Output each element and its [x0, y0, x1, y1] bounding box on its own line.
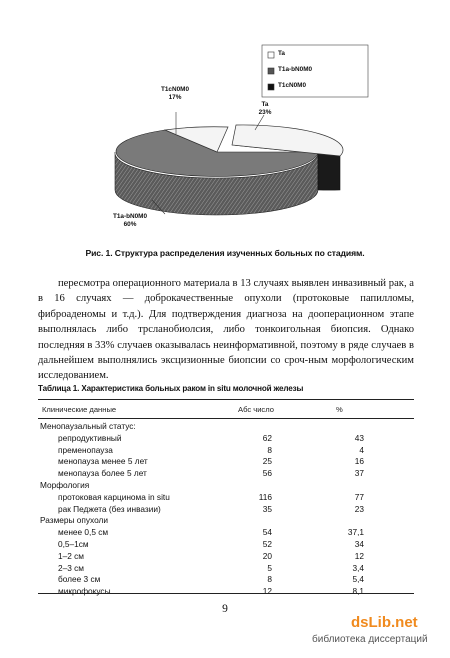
legend-label-t1ab: T1a-bN0M0	[278, 66, 313, 73]
page-number: 9	[222, 603, 228, 615]
table-cell-label: репродуктивный	[58, 432, 122, 443]
slice-label-t1ab	[90, 213, 170, 229]
table-header-label: Клинические данные	[42, 405, 117, 414]
table-cell-abs: 8	[267, 574, 272, 585]
table-cell-pct: 3,4	[352, 562, 364, 573]
table-cell-label: 2–3 см	[58, 562, 85, 573]
slice-label-t1ab-name: T1a-bN0M0	[112, 213, 148, 220]
table-cell-label: менопауза менее 5 лет	[58, 456, 148, 467]
table-cell-abs: 54	[262, 527, 272, 538]
table-cell-pct: 43	[354, 432, 364, 443]
table-cell-label: Размеры опухоли	[40, 515, 109, 526]
table-row	[0, 445, 450, 457]
table-cell-abs: 52	[262, 539, 272, 549]
table-cell-abs: 12	[262, 586, 272, 597]
table-cell-label: менопауза более 5 лет	[58, 468, 147, 479]
table-row	[0, 421, 450, 433]
table-cell-pct: 4	[359, 444, 364, 455]
table-row	[0, 433, 450, 445]
table-cell-abs: 25	[262, 456, 272, 467]
table-row	[0, 504, 450, 516]
table-cell-label: пременопауза	[58, 444, 113, 455]
table-caption: Таблица 1. Характеристика больных раком in situ молочной железы	[38, 384, 304, 393]
slice-label-ta-name: Ta	[261, 101, 269, 108]
table-cell-pct: 23	[354, 503, 364, 514]
table-cell-abs: 62	[262, 432, 272, 443]
slice-label-ta-pct: 23%	[258, 109, 272, 116]
table-row	[0, 456, 450, 468]
table-cell-abs: 8	[267, 444, 272, 455]
slice-label-t1ab-pct: 60%	[123, 221, 137, 228]
table-cell-label: рак Педжета (без инвазии)	[58, 503, 161, 514]
table-row	[0, 480, 450, 492]
table-header-pct: %	[336, 405, 343, 414]
table-cell-label: 0,5–1см	[58, 539, 89, 549]
slice-label-t1c-pct: 17%	[168, 94, 182, 101]
table-cell-abs: 20	[262, 550, 272, 561]
slice-label-ta	[248, 101, 282, 117]
table-cell-pct: 37,1	[347, 527, 364, 538]
table-cell-label: 1–2 см	[58, 550, 85, 561]
legend-label-ta: Ta	[278, 50, 285, 57]
table-row	[0, 492, 450, 504]
table-cell-abs: 56	[262, 468, 272, 479]
watermark-logo: dsLib.net	[351, 614, 418, 631]
table-cell-pct: 12	[354, 550, 364, 561]
table-cell-pct: 77	[354, 491, 364, 502]
table-row	[0, 468, 450, 480]
table-cell-abs: 116	[258, 491, 272, 502]
slice-label-t1c-name: T1cN0M0	[160, 86, 190, 93]
table-cell-label: более 3 см	[58, 574, 101, 585]
table-cell-label: микрофокусы	[58, 586, 111, 597]
table-cell-pct: 16	[354, 456, 364, 467]
table-cell-abs: 35	[262, 503, 272, 514]
pie-slice-ta-top	[232, 125, 343, 156]
table-row	[0, 563, 450, 575]
table-cell-pct: 34	[354, 539, 364, 549]
table-cell-pct: 8,1	[352, 586, 364, 597]
table-cell-abs: 5	[267, 562, 272, 573]
table-cell-label: менее 0,5 см	[58, 527, 109, 538]
table-header-abs: Абс число	[238, 405, 274, 414]
figure-caption: Рис. 1. Структура распределения изученных больных по стадиям.	[85, 248, 365, 258]
table-cell-pct: 37	[354, 468, 364, 479]
table-header-rule	[38, 418, 414, 419]
watermark-subtitle: библиотека диссертаций	[312, 634, 428, 645]
table-cell-label: Менопаузальный статус:	[40, 421, 136, 431]
table-top-rule	[38, 399, 414, 400]
table-cell-label: Морфология	[40, 480, 90, 490]
table-row	[0, 574, 450, 586]
table-bottom-rule	[38, 593, 414, 594]
table-row	[0, 515, 450, 527]
table-row	[0, 539, 450, 551]
legend-label-t1c: T1cN0M0	[278, 82, 307, 89]
body-paragraph: пересмотра операционного материала в 13 случаях выявлен инвазивный рак, а в 16 случаях — доброкачественные опухоли (протоковые папилломы, фиброаденомы и т.д.). Для подтверждения диагноза на дооперационном этапе выполнялась либо трсланобиолсия, либо тонкоигольная биопсия. Однако последняя в 33% случаев оказывалась неинформативной, поэтому в ряде случаев в дальнейшем выполнялись эксцизионные биопсии со сроч-ным морфологическим исследованием.	[38, 278, 414, 382]
pie-chart	[0, 0, 450, 245]
table-row	[0, 551, 450, 563]
table-cell-pct: 5,4	[352, 574, 364, 585]
table-cell-label: протоковая карцинома in situ	[58, 491, 170, 502]
table-row	[0, 527, 450, 539]
slice-label-t1c	[135, 86, 215, 102]
